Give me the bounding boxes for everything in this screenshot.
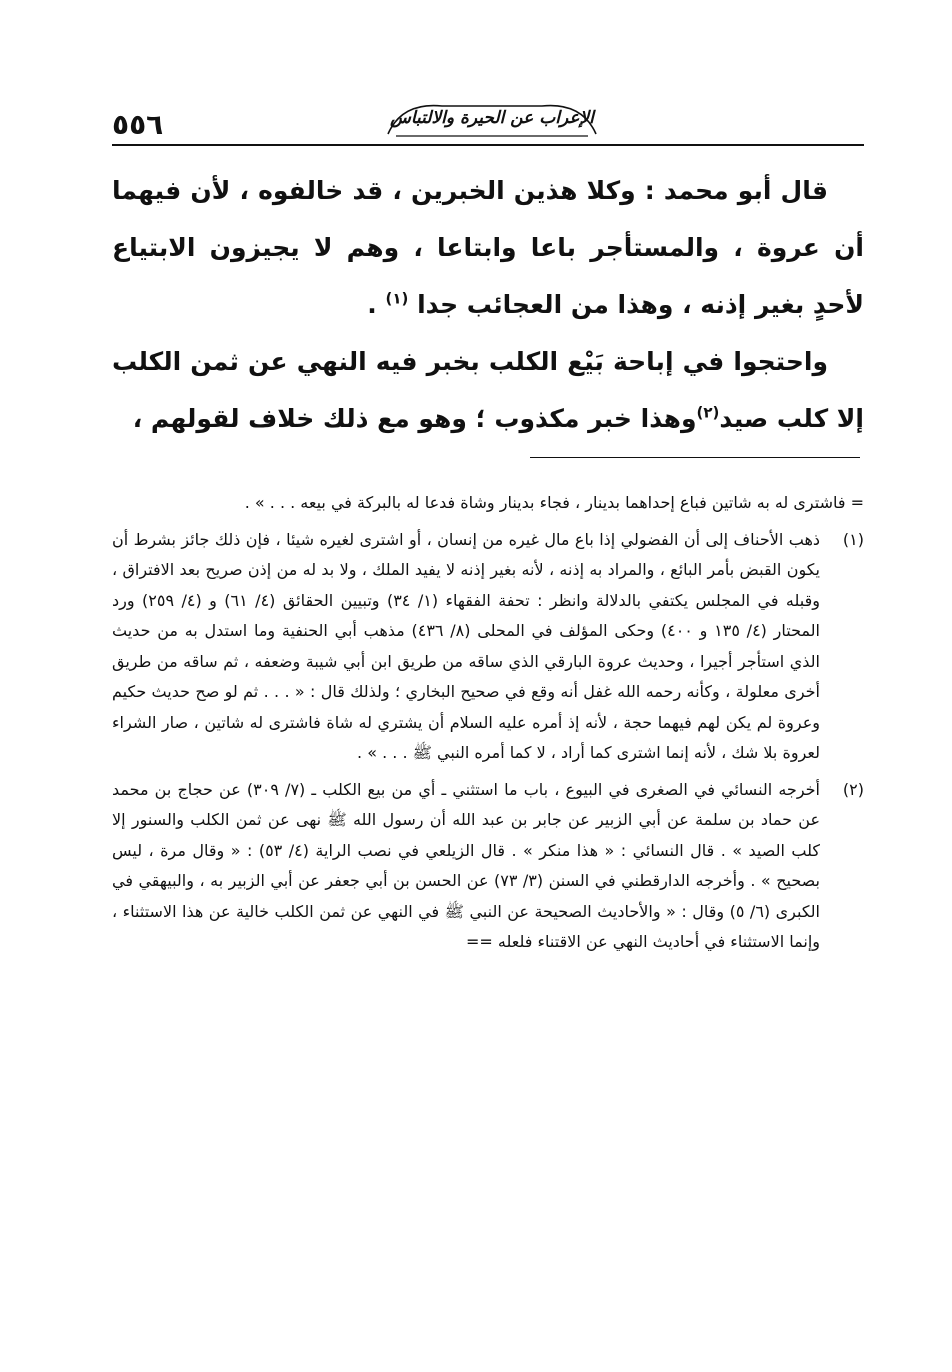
footnote-1 [112,525,864,769]
footnote-text: أخرجه النسائي في الصغرى في البيوع ، باب ما استثني ـ أي من بيع الكلب ـ (٧/ ٣٠٩) عن حجاج بن محمد عن حماد بن سلمة عن أبي الزبير عن جابر بن عبد الله أن رسول الله ﷺ نهى عن ثمن الكلب والسنور إلا كلب الصيد » . قال النسائي : « هذا منكر » . قال الزيلعي في نصب الراية (٤/ ٥٣) : « وقال مرة ، ليس بصحيح » . وأخرجه الدارقطني في السنن (٣/ ٧٣) عن الحسن بن أبي جعفر عن أبي الزبير به ، والبيهقي في الكبرى (٦/ ٥) وقال : « والأحاديث الصحيحة عن النبي ﷺ في النهي عن ثمن الكلب خالية عن هذا الاستثناء ، وإنما الاستثناء في أحاديث النهي عن الاقتناء فلعله == [112,779,821,951]
footnotes [112,488,864,964]
footnote-separator [530,457,860,458]
footnote-ref-1: (١) [385,289,409,308]
running-title [382,96,602,140]
footnote-text: ذهب الأحناف إلى أن الفضولي إذا باع مال غيره من إنسان ، أو اشترى لغيره شيئا ، فإن ذلك جائز بشرط أن يكون القبض بأمر البائع ، والمراد به إذنه ، لأنه بغير إذنه لا يفيد الملك ، ولا بد له من إذن صريح بعد الافتراق ، وقبله في المجلس يكتفي بالدلالة وانظر : تحفة الفقهاء (١/ ٣٤) وتبيين الحقائق (٤/ ٦١) و (٤/ ٢٥٩) ورد المحتار (٤/ ١٣٥ و ٤٠٠) وحكى المؤلف في المحلى (٨/ ٤٣٦) مذهب أبي الحنفية وما استدل به من حديث الذي استأجر أجيرا ، وحديث عروة البارقي الذي ساقه من طريق ابن أبي شيبة وضعفه ، ثم ساقه من طريق أخرى معلولة ، وكأنه رحمه الله غفل أنه وقع في صحيح البخاري ؛ ولذلك قال : « . . . ثم لو صح حديث حكيم وعروة لم يكن لهم فيهما حجة ، لأنه إذ أمره عليه السلام أن يشتري له شاة فاشترى له شاتين ، صار الشراء لعروة بلا شك ، لأنه إنما اشترى كما أراد ، لا كما أمره النبي ﷺ . . . » . [112,529,821,762]
footnote-continuation: = فاشترى له به شاتين فباع إحداهما بدينار ، فجاء بدينار وشاة فدعا له بالبركة في بيعه . . . » . [244,493,864,512]
main-text [112,162,864,447]
running-title-text: الإعراب عن الحيرة والالتباس [390,108,594,128]
header-rule [112,144,864,146]
footnote-2 [112,775,864,958]
footnote-marker: (٢) [842,779,864,799]
paragraph-2: واحتجوا في إباحة بَيْع الكلب بخبر فيه النهي عن ثمن الكلب إلا كلب صيد$^{(٢)}$وهذا خبر مكذوب ؛ وهو مع ذلك خلاف لقولهم ، [112,347,864,433]
footnote-marker: (١) [842,529,864,549]
paragraph-1: قال أبو محمد : وكلا هذين الخبرين ، قد خالفوه ، لأن فيهما أن عروة ، والمستأجر باعا وابتاعا ، وهم لا يجيزون الابتياع لأحدٍ بغير إذنه ، وهذا من العجائب جدا $^{(١)}$ . [112,176,864,319]
page-number: ٥٥٦ [112,108,164,141]
footnote-ref-2: (٢) [696,403,720,422]
